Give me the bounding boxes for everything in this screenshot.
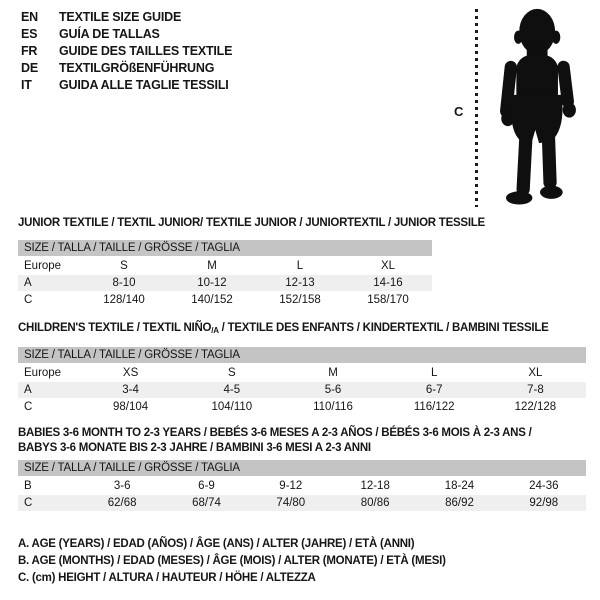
section-children xyxy=(18,321,586,416)
size-cell: 7-8 xyxy=(527,384,544,396)
row-label: C xyxy=(24,497,33,509)
language-row-fr xyxy=(21,43,232,60)
toddler-silhouette-icon xyxy=(486,6,594,214)
row-label: Europe xyxy=(24,260,62,272)
size-cell: 140/152 xyxy=(191,294,233,306)
section-title-babies-line1: BABIES 3-6 MONTH TO 2-3 YEARS / BEBÉS 3-6 MESES A 2-3 AÑOS / BÉBÉS 3-6 MOIS À 2-3 ANS / xyxy=(18,427,532,439)
size-cell: 128/140 xyxy=(103,294,145,306)
size-cell: 6-9 xyxy=(198,480,215,492)
language-title: TEXTILGRÖßENFÜHRUNG xyxy=(59,61,215,75)
section-title-babies-line2: BABYS 3-6 MONATE BIS 2-3 JAHRE / BAMBINI 3-6 MESI A 2-3 ANNI xyxy=(18,442,371,454)
title-subscript: /A xyxy=(211,326,219,335)
size-cell: 104/110 xyxy=(211,401,253,413)
size-cell: 14-16 xyxy=(373,277,403,289)
table-row-europe xyxy=(18,365,586,381)
height-measure-line xyxy=(475,9,478,207)
language-code: EN xyxy=(21,10,38,24)
row-label: A xyxy=(24,277,32,289)
table-row-europe xyxy=(18,258,432,274)
size-cell: 68/74 xyxy=(192,497,221,509)
size-cell: 12-18 xyxy=(360,480,390,492)
table-row-height xyxy=(18,399,586,415)
size-cell: 122/128 xyxy=(514,401,557,413)
section-babies xyxy=(18,426,586,512)
language-title: GUIDA ALLE TAGLIE TESSILI xyxy=(59,78,229,92)
size-cell: 116/122 xyxy=(413,401,455,413)
size-cell: 3-6 xyxy=(113,480,131,492)
size-cell: L xyxy=(431,367,438,379)
table-row-height xyxy=(18,292,432,308)
language-code: DE xyxy=(21,61,38,75)
size-cell: 12-13 xyxy=(285,277,315,289)
size-cell: L xyxy=(296,260,304,272)
size-cell: 24-36 xyxy=(529,480,559,492)
footnote-c: C. (cm) HEIGHT / ALTURA / HAUTEUR / HÖHE / ALTEZZA xyxy=(18,572,316,584)
size-table-header: SIZE / TALLA / TAILLE / GRÖSSE / TAGLIA xyxy=(18,460,586,476)
row-label: B xyxy=(24,480,32,492)
size-cell: 98/104 xyxy=(113,401,149,413)
title-part: / TEXTILE DES ENFANTS / KINDERTEXTIL / BAMBINI TESSILE xyxy=(218,322,549,334)
section-title-children xyxy=(18,321,586,338)
size-cell: 9-12 xyxy=(279,480,303,492)
size-table-header: SIZE / TALLA / TAILLE / GRÖSSE / TAGLIA xyxy=(18,240,432,256)
size-cell: XL xyxy=(380,260,396,272)
section-junior xyxy=(18,216,485,309)
language-code: IT xyxy=(21,78,32,92)
size-cell: S xyxy=(227,367,236,379)
language-code: ES xyxy=(21,27,38,41)
size-cell: S xyxy=(120,260,128,272)
language-title: GUIDE DES TAILLES TEXTILE xyxy=(59,44,233,58)
row-label: Europe xyxy=(24,367,62,379)
table-row-height xyxy=(18,495,586,511)
language-title: TEXTILE SIZE GUIDE xyxy=(59,10,182,24)
height-measure-label: C xyxy=(454,104,464,119)
size-cell: M xyxy=(207,260,217,272)
footnote-b: B. AGE (MONTHS) / EDAD (MESES) / ÂGE (MOIS) / ALTER (MONATE) / ETÀ (MESI) xyxy=(18,555,446,567)
size-cell: XS xyxy=(122,367,139,379)
size-cell: M xyxy=(328,367,338,379)
legend-footnotes xyxy=(18,536,446,587)
size-cell: 92/98 xyxy=(529,497,559,509)
size-cell: 8-10 xyxy=(112,277,136,289)
size-cell: 80/86 xyxy=(360,497,390,509)
row-label: C xyxy=(24,294,33,306)
height-measure-figure xyxy=(448,4,598,216)
language-title: GUÍA DE TALLAS xyxy=(59,27,160,41)
language-header xyxy=(21,9,232,94)
table-row-age xyxy=(18,275,432,291)
size-cell: 6-7 xyxy=(425,384,443,396)
language-row-en xyxy=(21,9,232,26)
section-title-junior: JUNIOR TEXTILE / TEXTIL JUNIOR/ TEXTILE JUNIOR / JUNIORTEXTIL / JUNIOR TESSILE xyxy=(18,217,485,229)
table-row-age xyxy=(18,382,586,398)
size-cell: 86/92 xyxy=(445,497,474,509)
size-cell: 3-4 xyxy=(122,384,139,396)
row-label: C xyxy=(24,401,33,413)
language-row-it xyxy=(21,77,232,94)
size-cell: 4-5 xyxy=(223,384,241,396)
row-label: A xyxy=(24,384,32,396)
table-row-months xyxy=(18,478,586,494)
size-cell: 10-12 xyxy=(197,277,227,289)
size-table-header: SIZE / TALLA / TAILLE / GRÖSSE / TAGLIA xyxy=(18,347,586,363)
language-row-de xyxy=(21,60,232,77)
size-cell: 62/68 xyxy=(107,497,137,509)
size-cell: 5-6 xyxy=(324,384,342,396)
footnote-a: A. AGE (YEARS) / EDAD (AÑOS) / ÂGE (ANS) / ALTER (JAHRE) / ETÀ (ANNI) xyxy=(18,538,415,550)
size-cell: XL xyxy=(528,367,543,379)
size-cell: 110/116 xyxy=(313,401,353,413)
size-cell: 152/158 xyxy=(279,294,321,306)
language-code: FR xyxy=(21,44,38,58)
title-part: CHILDREN'S TEXTILE / TEXTIL NIÑO xyxy=(18,322,212,334)
language-row-es xyxy=(21,26,232,43)
size-cell: 74/80 xyxy=(276,497,306,509)
size-cell: 158/170 xyxy=(367,294,409,306)
size-cell: 18-24 xyxy=(444,480,475,492)
